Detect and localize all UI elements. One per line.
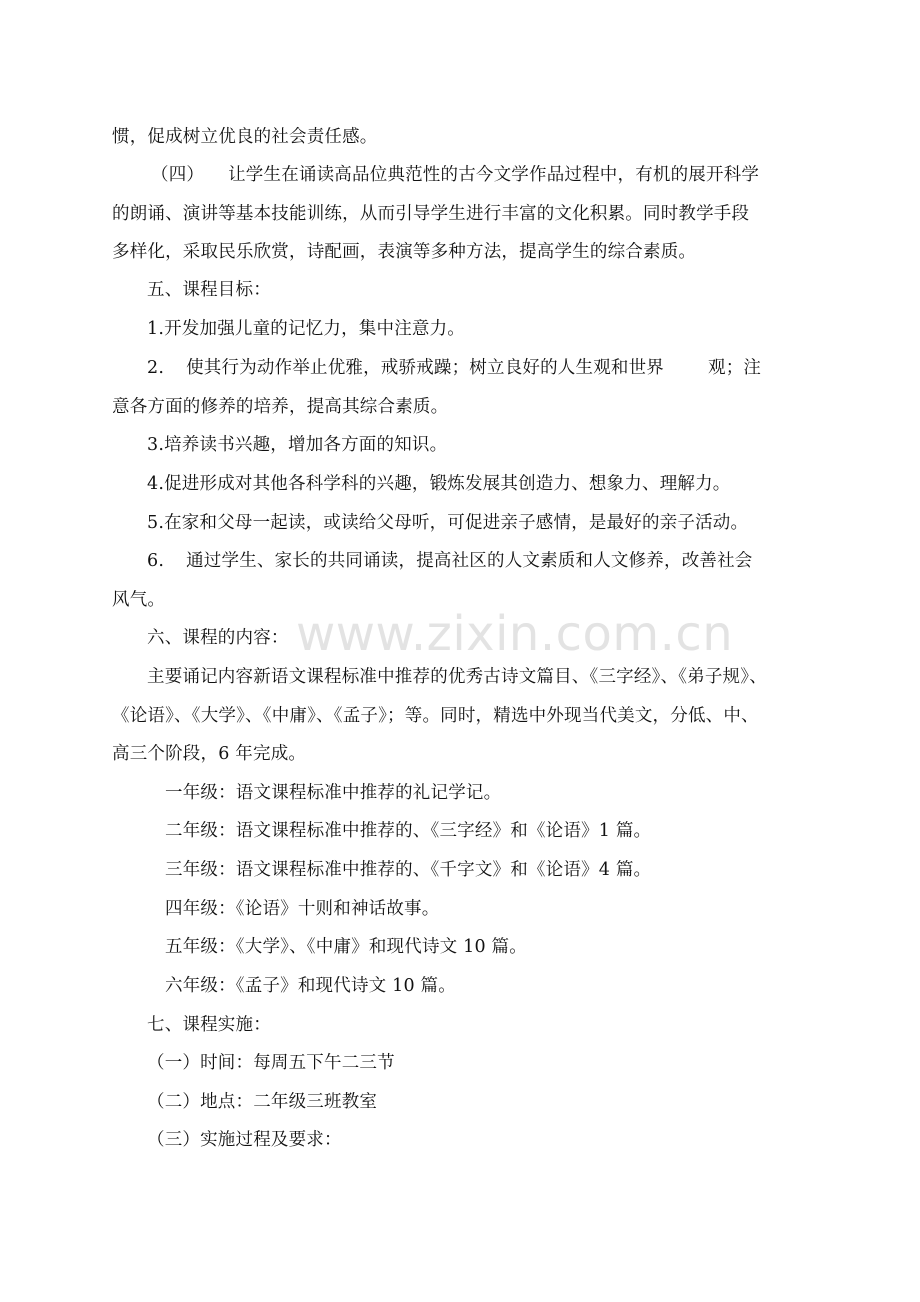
section-heading: 五、课程目标： [147,280,271,300]
paragraph-line: 的朗诵、演讲等基本技能训练，从而引导学生进行丰富的文化积累。同时教学手段 [112,204,750,224]
grade-item: 六年级：《孟子》和现代诗文 10 篇。 [165,976,456,996]
section-heading: 七、课程实施： [147,1015,271,1035]
section-heading: 六、课程的内容： [147,628,289,648]
sub-item: （三）实施过程及要求： [147,1130,342,1150]
paragraph-line [151,163,759,187]
list-item [147,356,761,380]
sub-item: （一）时间：每周五下午二三节 [147,1053,395,1073]
paragraph-text: 让学生在诵读高品位典范性的古今文学作品过程中，有机的展开科学 [228,165,760,185]
paragraph-line: 意各方面的修养的培养，提高其综合素质。 [112,397,449,417]
paragraph-text: 通过学生、家长的共同诵读，提高社区的人文素质和人文修养，改善社会 [186,551,753,571]
grade-item: 五年级：《大学》、《中庸》和现代诗文 10 篇。 [165,937,527,957]
list-item: 1.开发加强儿童的记忆力，集中注意力。 [147,319,465,339]
grade-item: 一年级：语文课程标准中推荐的礼记学记。 [165,783,502,803]
list-item [147,549,753,573]
watermark: www.zixin.com.cn [296,606,734,662]
paragraph-line: 高三个阶段，6 年完成。 [112,744,307,764]
section-number: （四） [151,165,205,185]
paragraph-line: 惯，促成树立优良的社会责任感。 [112,127,378,147]
list-number: 6. [147,551,165,571]
paragraph-line: 风气。 [112,590,166,610]
list-item: 3.培养读书兴趣，增加各方面的知识。 [147,435,448,455]
sub-item: （二）地点：二年级三班教室 [147,1092,378,1112]
paragraph-line: 多样化，采取民乐欣赏，诗配画，表演等多种方法，提高学生的综合素质。 [112,242,697,262]
paragraph-line: 《论语》、《大学》、《中庸》、《孟子》；等。同时，精选中外现当代美文，分低、中、 [112,706,759,726]
paragraph-text: 使其行为动作举止优雅，戒骄戒躁；树立良好的人生观和世界 [186,358,665,378]
grade-item: 三年级：语文课程标准中推荐的、《千字文》和《论语》4 篇。 [165,860,652,880]
list-number: 2. [147,358,165,378]
paragraph-text: 观；注 [708,358,762,378]
paragraph-line: 主要诵记内容新语文课程标准中推荐的优秀古诗文篇目、《三字经》、《弟子规》、 [147,667,767,687]
list-item: 4.促进形成对其他各科学科的兴趣，锻炼发展其创造力、想象力、理解力。 [147,474,731,494]
list-item: 5.在家和父母一起读，或读给父母听，可促进亲子感情，是最好的亲子活动。 [147,513,749,533]
grade-item: 四年级：《论语》十则和神话故事。 [165,899,440,919]
grade-item: 二年级：语文课程标准中推荐的、《三字经》和《论语》1 篇。 [165,821,652,841]
